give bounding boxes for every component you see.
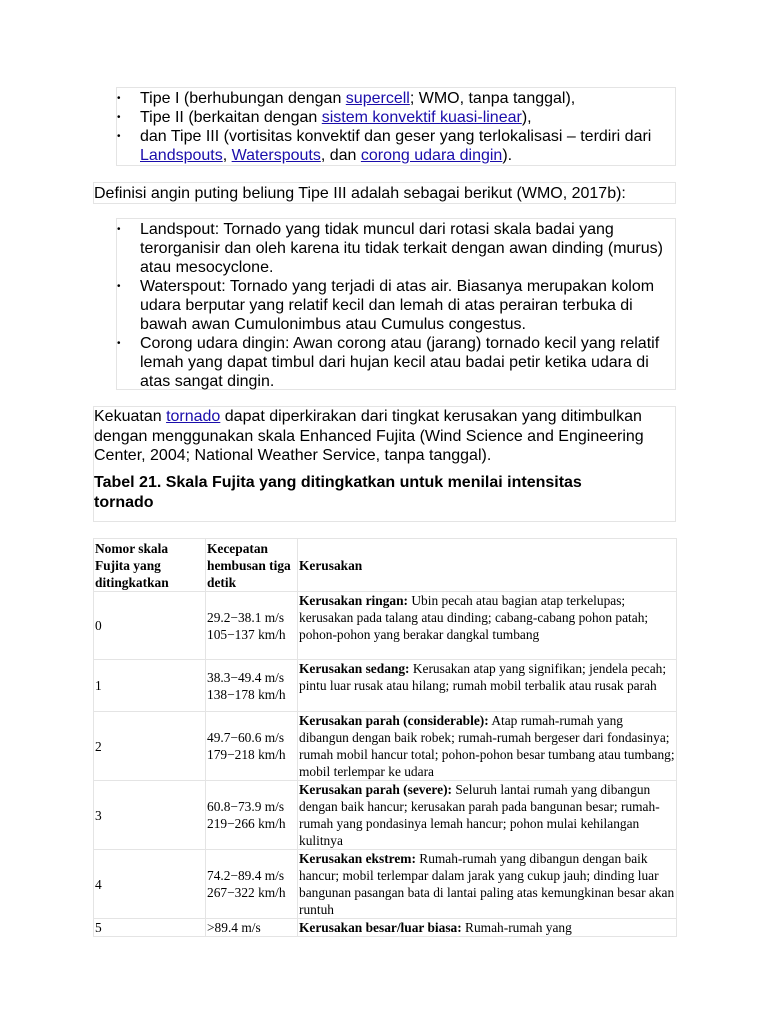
damage-cell: Kerusakan besar/luar biasa: Rumah-rumah yang <box>298 919 677 937</box>
speed-cell: 49.7−60.6 m/s 179−218 km/h <box>206 712 298 781</box>
header-scale: Nomor skala Fujita yang ditingkatkan <box>94 539 206 592</box>
scale-cell: 3 <box>94 781 206 850</box>
table-row <box>94 919 677 937</box>
table-row <box>94 592 677 660</box>
types-list <box>117 89 675 165</box>
table-row <box>94 712 677 781</box>
definition-landspout: • Landspout: Tornado yang tidak muncul dari rotasi skala badai yang terorganisir dan oleh karena itu tidak terkait dengan awan dinding (murus) atau mesocyclone. <box>117 220 675 277</box>
list-item: • Tipe I (berhubungan dengan supercell; WMO, tanpa tanggal), <box>117 89 675 108</box>
scale-cell: 0 <box>94 592 206 660</box>
scale-cell: 2 <box>94 712 206 781</box>
table-row <box>94 660 677 712</box>
definition-intro: Definisi angin puting beliung Tipe III adalah sebagai berikut (WMO, 2017b): <box>93 182 676 204</box>
strength-paragraph: Kekuatan tornado dapat diperkirakan dari tingkat kerusakan yang ditimbulkan dengan menggunakan skala Enhanced Fujita (Wind Science and Engineering Center, 2004; National Weather Service, tanpa tanggal). Tabel 21. Skala Fujita yang ditingkatkan untuk menilai intensitas tornado <box>93 406 676 522</box>
fujita-table <box>93 538 677 937</box>
waterspouts-link[interactable]: Waterspouts <box>231 147 321 164</box>
table-header-row <box>94 539 677 592</box>
damage-cell: Kerusakan parah (severe): Seluruh lantai rumah yang dibangun dengan baik hancur; kerusakan parah pada bangunan besar; rumah-rumah yang pondasinya lemah hancur; pohon mulai kehilangan kulitnya <box>298 781 677 850</box>
tornado-link[interactable]: tornado <box>166 408 221 425</box>
damage-cell: Kerusakan parah (considerable): Atap rumah-rumah yang dibangun dengan baik robek; rumah-rumah bergeser dari fondasinya; rumah mobil hancur total; pohon-pohon besar tumbang atau tumbang; mobil terlempar ke udara <box>299 713 675 779</box>
damage-cell: Kerusakan ringan: Ubin pecah atau bagian atap terkelupas; kerusakan pada talang atau dinding; cabang-cabang pohon patah; pohon-pohon yang berakar dangkal tumbang <box>298 592 677 660</box>
list-item: • dan Tipe III (vortisitas konvektif dan geser yang terlokalisasi – terdiri dari Landspouts, Waterspouts, dan corong udara dingin). <box>117 127 675 165</box>
scale-cell: 1 <box>94 660 206 712</box>
speed-cell: 29.2−38.1 m/s 105−137 km/h <box>206 592 298 660</box>
speed-cell: 38.3−49.4 m/s 138−178 km/h <box>206 660 298 712</box>
header-speed: Kecepatan hembusan tiga detik <box>206 539 298 592</box>
table-row <box>94 850 677 919</box>
damage-cell: Kerusakan ekstrem: Rumah-rumah yang dibangun dengan baik hancur; mobil terlempar dalam jarak yang cukup jauh; dinding luar bangunan pasangan bata di lantai paling atas kemungkinan besar akan runtuh <box>298 850 677 919</box>
cold-air-funnel-link[interactable]: corong udara dingin <box>360 147 503 164</box>
supercell-link[interactable]: supercell <box>345 90 410 107</box>
table-row <box>94 781 677 850</box>
definitions-list <box>117 220 675 391</box>
definition-waterspout: • Waterspout: Tornado yang terjadi di atas air. Biasanya merupakan kolom udara berputar yang relatif kecil dan lemah di atas perairan terbuka di bawah awan Cumulonimbus atau Cumulus congestus. <box>117 277 675 334</box>
list-item: • Tipe II (berkaitan dengan sistem konvektif kuasi-linear), <box>117 108 675 127</box>
header-damage: Kerusakan <box>298 539 677 592</box>
scale-cell: 5 <box>94 919 206 937</box>
damage-cell: Kerusakan sedang: Kerusakan atap yang signifikan; jendela pecah; pintu luar rusak atau hilang; rumah mobil terbalik atau rusak parah <box>298 660 677 712</box>
speed-cell: 74.2−89.4 m/s 267−322 km/h <box>206 850 298 919</box>
definition-cold-air-funnel: • Corong udara dingin: Awan corong atau (jarang) tornado kecil yang relatif lemah yang dapat timbul dari hujan kecil atau badai petir ketika udara di atas sangat dingin. <box>117 334 675 391</box>
speed-cell: >89.4 m/s <box>206 919 298 937</box>
types-list-box <box>116 87 676 166</box>
definitions-box <box>116 218 676 390</box>
speed-cell: 60.8−73.9 m/s 219−266 km/h <box>206 781 298 850</box>
qlcs-link[interactable]: sistem konvektif kuasi-linear <box>321 109 522 126</box>
landspouts-link[interactable]: Landspouts <box>140 147 223 164</box>
scale-cell: 4 <box>94 850 206 919</box>
table-caption: Tabel 21. Skala Fujita yang ditingkatkan untuk menilai intensitas tornado <box>94 473 582 511</box>
